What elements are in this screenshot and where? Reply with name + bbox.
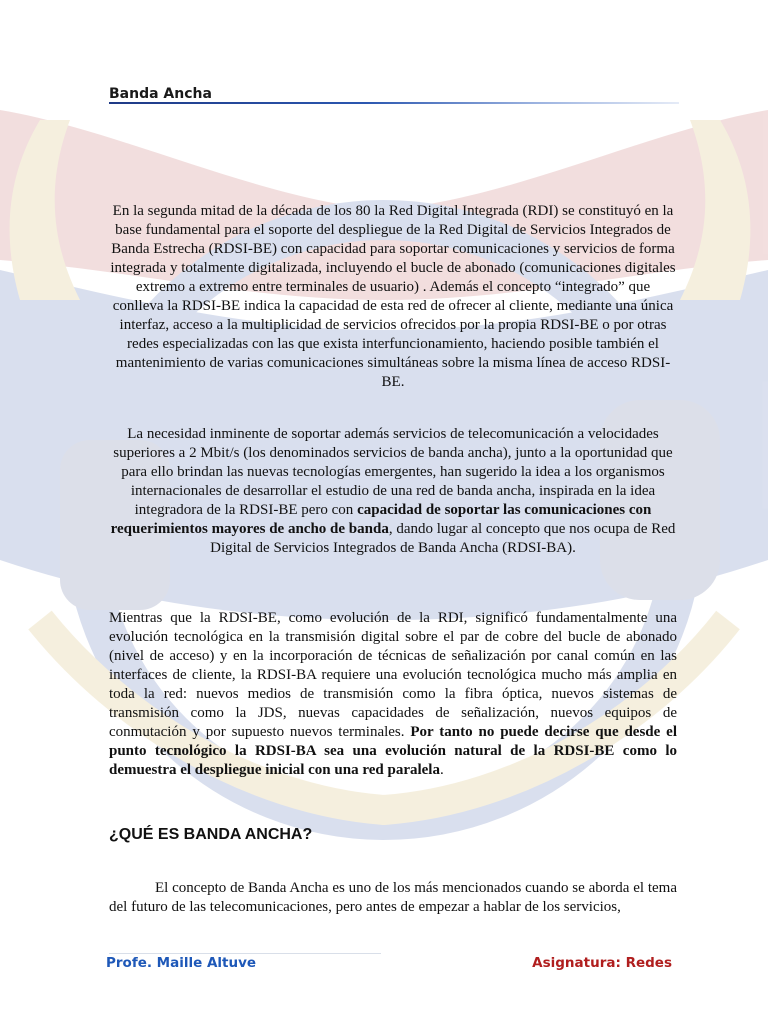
footer-subject: Asignatura: Redes [532, 955, 672, 971]
paragraph-necesidad-text-a: La necesidad inminente de soportar además servicios de telecomunicación a velocidades superiores a 2 Mbit/s (los denominados servicios de banda ancha), junto a la oportunidad que para ello brindan las nuevas tecnologías emergentes, han sugerido la idea a los organismos internacionales de desarrollar el estudio de una red de banda ancha, inspirada en la idea integradora de la RDSI-BE pero con [113, 426, 673, 518]
footer-rule [109, 953, 381, 954]
paragraph-rdi: En la segunda mitad de la década de los 80 la Red Digital Integrada (RDI) se constituyó en la base fundamental para el soporte del despliegue de la Red Digital de Servicios Integrados de Banda Estrecha (RDSI-BE) con capacidad para soportar comunicaciones y servicios de forma integrada y totalmente digitalizada, incluyendo el bucle de abonado (comunicaciones digitales extremo a extremo entre terminales de usuario) . Además el concepto “integrado” que conlleva la RDSI-BE indica la capacidad de esta red de ofrecer al cliente, mediante una única interfaz, acceso a la multiplicidad de servicios ofrecidos por la propia RDSI-BE o por otras redes especializadas con las que exista interfuncionamiento, haciendo posible también el mantenimiento de varias comunicaciones simultáneas sobre la misma línea de acceso RDSI-BE. [110, 203, 676, 390]
header-rule [109, 102, 679, 104]
paragraph-mientras [109, 609, 677, 780]
paragraph-mientras-bold: Por tanto no puede decirse que desde el punto tecnológico la RDSI-BA sea una evolución natural de la RDSI-BE como lo demuestra el despliegue inicial con una red paralela [109, 724, 677, 778]
paragraph-necesidad [109, 425, 677, 558]
paragraph-necesidad-bold: capacidad de soportar las comunicaciones con requerimientos mayores de ancho de banda [110, 502, 652, 537]
paragraph-mientras-text-c: . [439, 762, 444, 778]
header-title: Banda Ancha [109, 86, 212, 102]
paragraph-mientras-text-a: Mientras que la RDSI-BE, como evolución de la RDI, significó fundamentalmente una evolución tecnológica en la transmisión digital sobre el par de cobre del bucle de abonado (nivel de acceso) y en la incorporación de técnicas de señalización por canal común en las interfaces de cliente, la RDSI-BA requiere una evolución tecnológica mucho más amplia en toda la red: nuevos medios de transmisión como la fibra óptica, nuevos sistemas de transmisión como la JDS, nuevas capacidades de señalización, nuevos equipos de conmutación y por supuesto nuevos terminales. [109, 610, 677, 740]
paragraph-concepto: El concepto de Banda Ancha es uno de los más mencionados cuando se aborda el tema del futuro de las telecomunicaciones, pero antes de empezar a hablar de los servicios, [109, 880, 677, 915]
section-heading: ¿QUÉ ES BANDA ANCHA? [109, 826, 313, 843]
paragraph-necesidad-text-c: , dando lugar al concepto que nos ocupa de Red Digital de Servicios Integrados de Banda Ancha (RDSI-BA). [210, 521, 676, 556]
footer-author: Profe. Maille Altuve [106, 955, 257, 971]
